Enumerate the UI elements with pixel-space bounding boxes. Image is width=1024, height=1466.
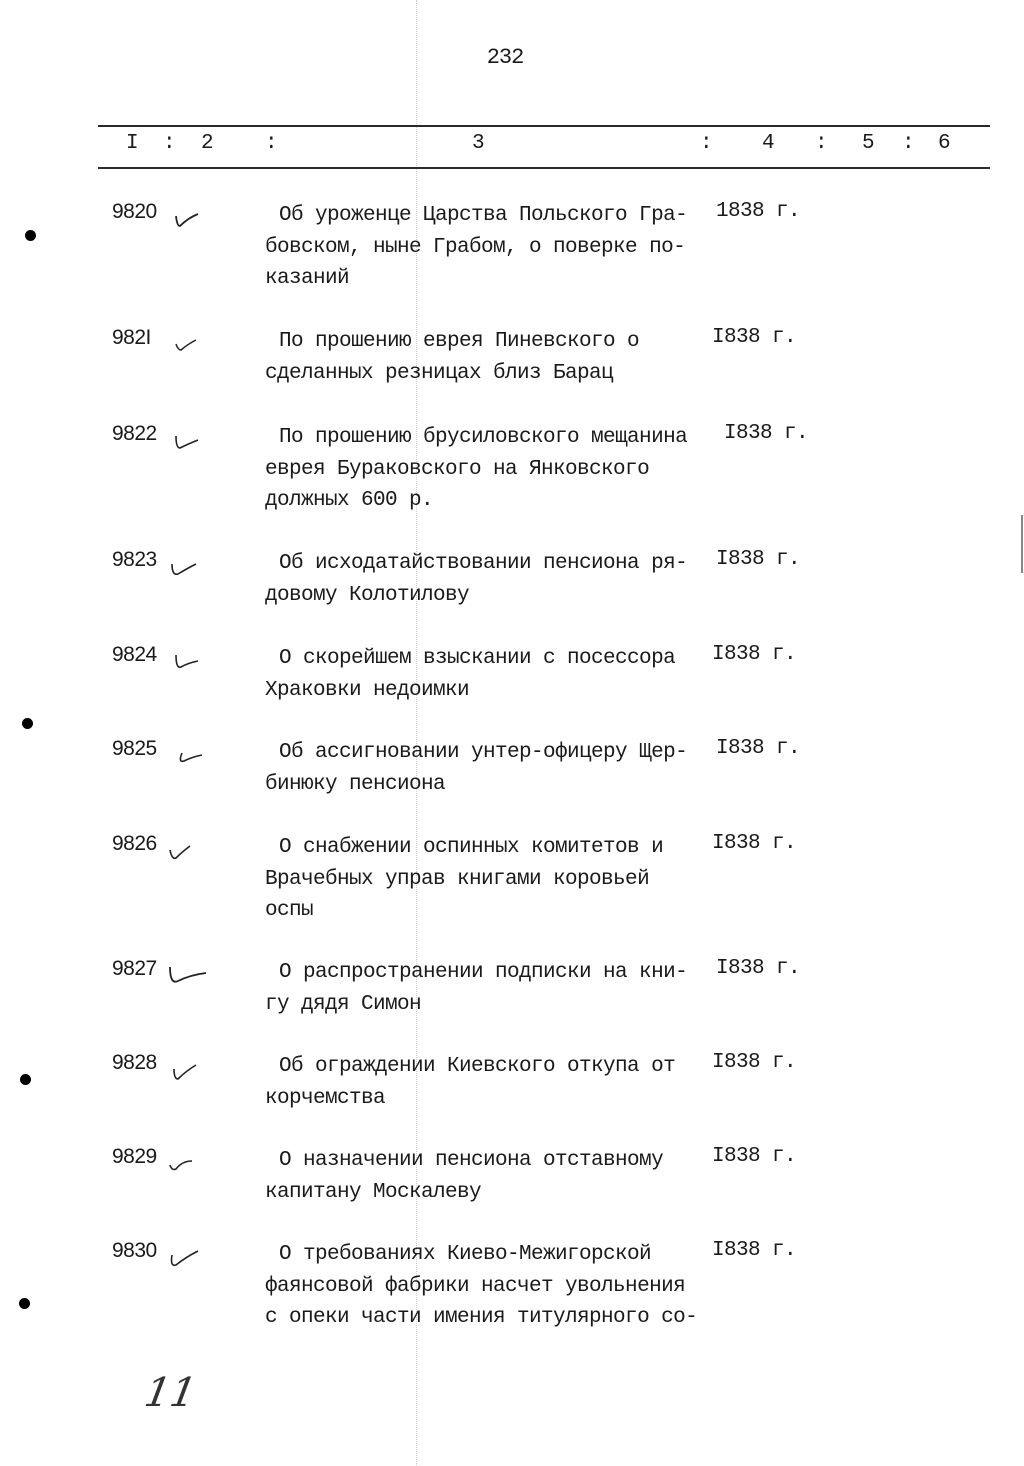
entry-description: Об ассигновании унтер-офицеру Щер- бинюку пенсиона <box>265 741 688 796</box>
page-number: 232 <box>486 45 524 70</box>
column-3-header: 3 <box>472 132 485 155</box>
entry-year: I838 г. <box>712 832 797 855</box>
column-6-header: 6 <box>938 132 951 155</box>
entry-number: 982I <box>112 326 151 349</box>
entry-description: О назначении пенсиона отставному капитану Москалеву <box>265 1149 664 1204</box>
entry-year: I838 г. <box>712 643 797 666</box>
checkmark-icon <box>168 428 208 452</box>
entry-year: 1838 г. <box>716 200 801 223</box>
entry-description: О распространении подписки на кни- гу дядя Симон <box>265 961 688 1016</box>
entry-description: По прошению еврея Пиневского о сделанных резницах близ Барац <box>265 330 640 385</box>
column-5-header: 5 <box>862 132 875 155</box>
entry-description: По прошению брусиловского мещанина еврея Бураковского на Янковского должных 600 р. <box>265 426 688 512</box>
checkmark-icon <box>168 963 208 987</box>
checkmark-icon <box>168 838 208 862</box>
handwritten-folio-number: 11 <box>140 1370 200 1416</box>
table-header-bottom-rule <box>98 167 990 169</box>
punch-hole <box>25 230 36 241</box>
entry-year: I838 г. <box>724 422 809 445</box>
entry-number: 9824 <box>112 643 157 666</box>
column-2-header: 2 <box>201 132 214 155</box>
entry-year: I838 г. <box>716 957 801 980</box>
entry-description: О требованиях Киево-Межигорской фаянсовой фабрики насчет увольнения с опеки части имения титулярного со- <box>265 1243 698 1329</box>
page-edge-mark <box>1021 515 1023 573</box>
entry-description: Об исходатайствовании пенсиона ря- довому Колотилову <box>265 552 688 607</box>
entry-year: I838 г. <box>712 326 797 349</box>
punch-hole <box>22 718 33 729</box>
table-header-top-rule <box>98 125 990 127</box>
column-separator: : <box>163 132 176 155</box>
column-separator: : <box>902 132 915 155</box>
punch-hole <box>20 1074 31 1085</box>
entry-year: I838 г. <box>712 1239 797 1262</box>
entry-number: 9828 <box>112 1051 157 1074</box>
checkmark-icon <box>168 1057 208 1081</box>
column-separator: : <box>265 132 278 155</box>
entry-year: I838 г. <box>716 737 801 760</box>
entry-number: 9822 <box>112 422 157 445</box>
entry-description: О снабжении оспинных комитетов и Врачебных управ книгами коровьей оспы <box>265 836 664 922</box>
punch-hole <box>19 1298 30 1309</box>
checkmark-icon <box>168 1245 208 1269</box>
entry-number: 9827 <box>112 957 157 980</box>
entry-number: 9830 <box>112 1239 157 1262</box>
entry-year: I838 г. <box>716 548 801 571</box>
entry-number: 9829 <box>112 1145 157 1168</box>
entry-description: Об уроженце Царства Польского Гра- бовском, ныне Грабом, о поверке по- казаний <box>265 204 688 290</box>
entry-number: 9820 <box>112 200 157 223</box>
column-1-header: I <box>126 132 139 155</box>
checkmark-icon <box>168 206 208 230</box>
column-separator: : <box>815 132 828 155</box>
entry-year: I838 г. <box>712 1145 797 1168</box>
checkmark-icon <box>168 649 208 673</box>
entry-description: Об ограждении Киевского откупа от корчемства <box>265 1055 676 1110</box>
checkmark-icon <box>168 1151 208 1175</box>
entry-number: 9825 <box>112 737 157 760</box>
column-4-header: 4 <box>762 132 775 155</box>
entry-year: I838 г. <box>712 1051 797 1074</box>
checkmark-icon <box>168 554 208 578</box>
entry-number: 9823 <box>112 548 157 571</box>
entry-number: 9826 <box>112 832 157 855</box>
checkmark-icon <box>168 332 208 356</box>
column-separator: : <box>700 132 713 155</box>
checkmark-icon <box>168 743 208 767</box>
entry-description: О скорейшем взыскании с посессора Храковки недоимки <box>265 647 676 702</box>
